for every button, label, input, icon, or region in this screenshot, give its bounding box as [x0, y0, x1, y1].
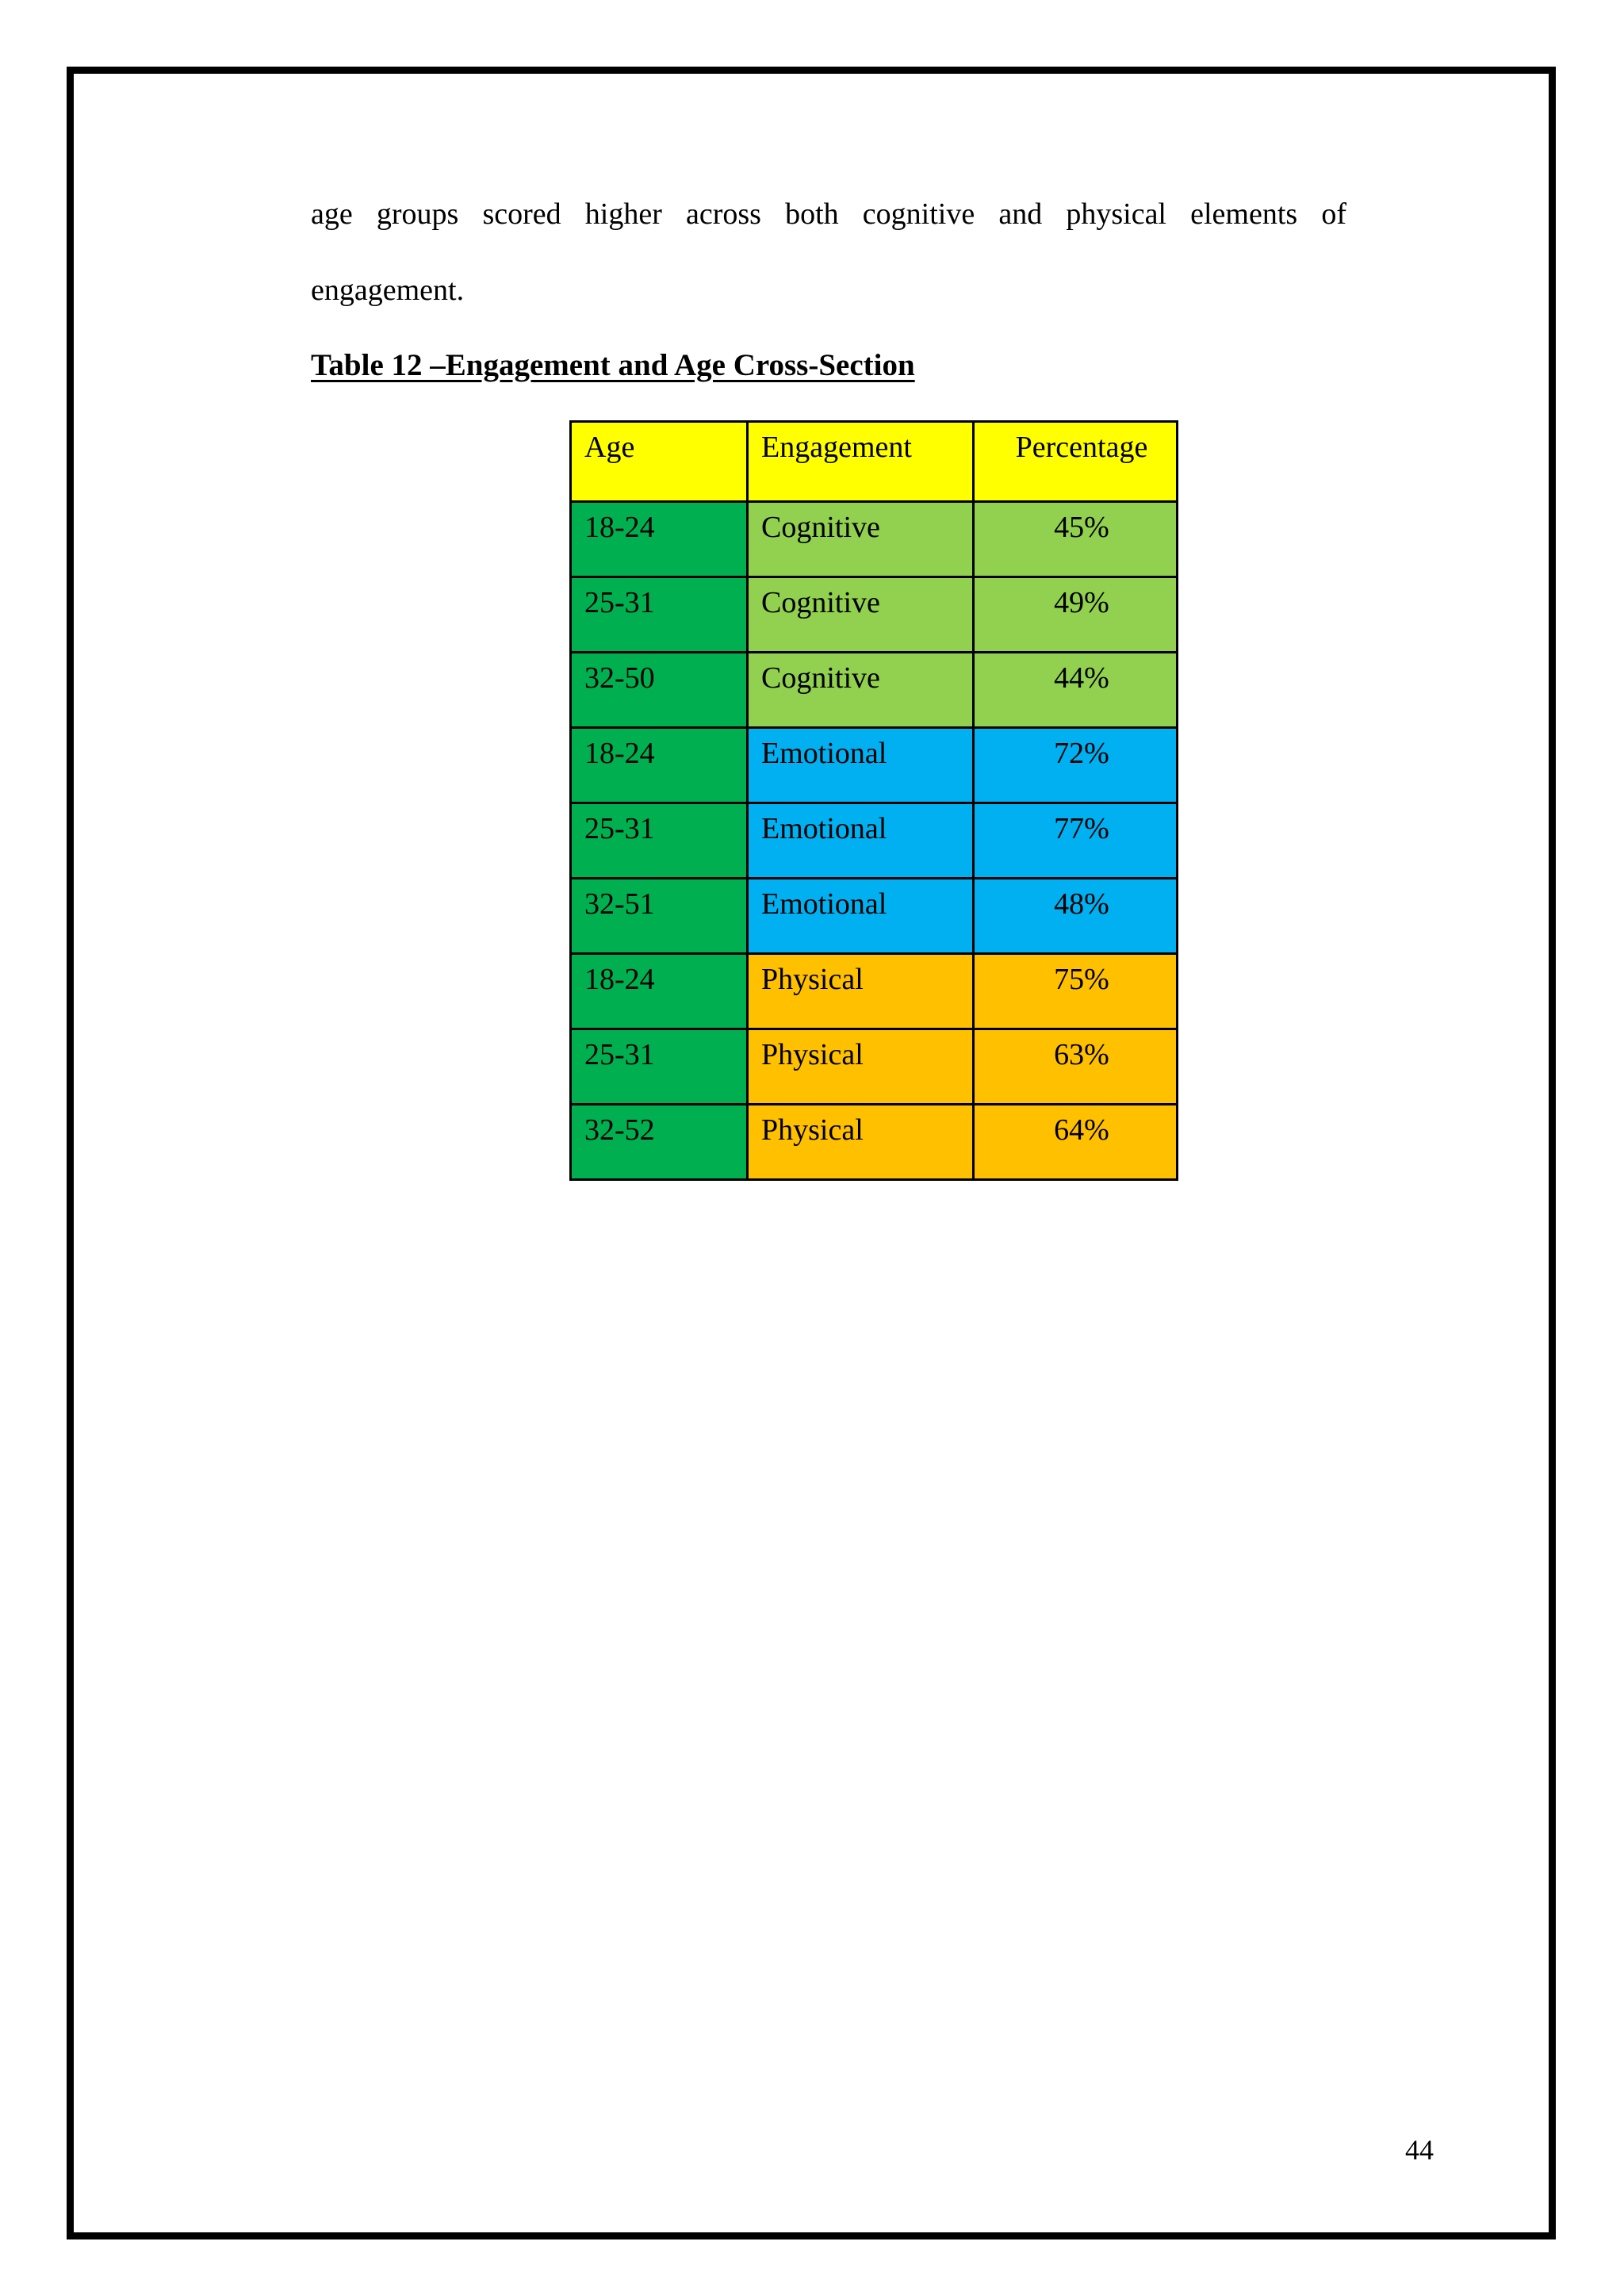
engagement-cell: Emotional: [748, 803, 974, 879]
percentage-cell: 72%: [974, 728, 1178, 803]
table-header-row: [571, 422, 1178, 502]
table-row: [571, 879, 1178, 954]
engagement-cell: Physical: [748, 1029, 974, 1105]
table-row: [571, 954, 1178, 1029]
engagement-cell: Physical: [748, 1105, 974, 1180]
age-cell: 25-31: [571, 577, 748, 653]
percentage-cell: 75%: [974, 954, 1178, 1029]
engagement-age-table: [569, 420, 1178, 1181]
percentage-cell: 49%: [974, 577, 1178, 653]
table-row: [571, 1029, 1178, 1105]
percentage-cell: 63%: [974, 1029, 1178, 1105]
body-text-line-1: age groups scored higher across both cognitive and physical elements of: [311, 197, 1346, 231]
age-cell: 32-51: [571, 879, 748, 954]
percentage-cell: 45%: [974, 502, 1178, 577]
engagement-cell: Cognitive: [748, 653, 974, 728]
table-row: [571, 502, 1178, 577]
table-caption: Table 12 –Engagement and Age Cross-Section: [311, 348, 915, 382]
header-age: Age: [571, 422, 748, 502]
page-number: 44: [1405, 2134, 1434, 2166]
age-cell: 25-31: [571, 1029, 748, 1105]
percentage-cell: 44%: [974, 653, 1178, 728]
engagement-cell: Cognitive: [748, 577, 974, 653]
age-cell: 25-31: [571, 803, 748, 879]
age-cell: 18-24: [571, 954, 748, 1029]
engagement-cell: Physical: [748, 954, 974, 1029]
table-row: [571, 577, 1178, 653]
age-cell: 18-24: [571, 728, 748, 803]
age-cell: 32-50: [571, 653, 748, 728]
table-row: [571, 1105, 1178, 1180]
percentage-cell: 48%: [974, 879, 1178, 954]
percentage-cell: 64%: [974, 1105, 1178, 1180]
table-row: [571, 803, 1178, 879]
header-engagement: Engagement: [748, 422, 974, 502]
percentage-cell: 77%: [974, 803, 1178, 879]
engagement-cell: Cognitive: [748, 502, 974, 577]
engagement-cell: Emotional: [748, 879, 974, 954]
table-row: [571, 653, 1178, 728]
header-percentage: Percentage: [974, 422, 1178, 502]
table-row: [571, 728, 1178, 803]
body-text-line-2: engagement.: [311, 274, 465, 307]
age-cell: 18-24: [571, 502, 748, 577]
engagement-cell: Emotional: [748, 728, 974, 803]
age-cell: 32-52: [571, 1105, 748, 1180]
